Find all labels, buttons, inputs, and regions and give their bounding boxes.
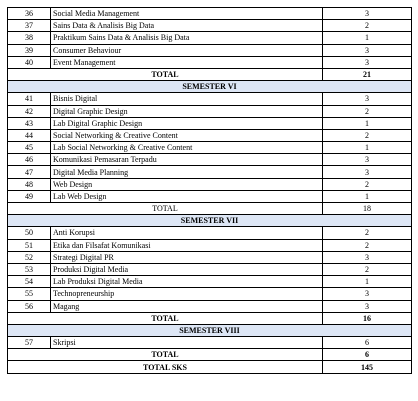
total-label: TOTAL xyxy=(8,203,323,215)
course-row xyxy=(8,166,412,178)
course-no: 44 xyxy=(8,129,51,141)
course-no: 53 xyxy=(8,263,51,275)
total-value: 18 xyxy=(323,203,412,215)
course-row xyxy=(8,337,412,349)
course-row xyxy=(8,93,412,105)
course-name: Skripsi xyxy=(51,337,323,349)
course-row xyxy=(8,8,412,20)
course-name: Produksi Digital Media xyxy=(51,263,323,275)
course-name: Strategi Digital PR xyxy=(51,251,323,263)
course-sks: 1 xyxy=(323,276,412,288)
course-no: 40 xyxy=(8,56,51,68)
semester-title: SEMESTER VII xyxy=(8,215,412,227)
course-sks: 1 xyxy=(323,32,412,44)
total-value: 16 xyxy=(323,312,412,324)
course-name: Komunikasi Pemasaran Terpadu xyxy=(51,154,323,166)
total-value: 6 xyxy=(323,349,412,361)
course-sks: 3 xyxy=(323,56,412,68)
course-no: 37 xyxy=(8,20,51,32)
total-label: TOTAL xyxy=(8,349,323,361)
course-no: 42 xyxy=(8,105,51,117)
course-row xyxy=(8,117,412,129)
grand-total-value: 145 xyxy=(323,361,412,373)
course-name: Magang xyxy=(51,300,323,312)
course-sks: 1 xyxy=(323,117,412,129)
semester-header-row xyxy=(8,81,412,93)
course-name: Praktikum Sains Data & Analisis Big Data xyxy=(51,32,323,44)
course-no: 48 xyxy=(8,178,51,190)
semester-title: SEMESTER VI xyxy=(8,81,412,93)
grand-total-row xyxy=(8,361,412,373)
course-name: Social Networking & Creative Content xyxy=(51,129,323,141)
course-sks: 1 xyxy=(323,142,412,154)
course-name: Lab Social Networking & Creative Content xyxy=(51,142,323,154)
course-no: 49 xyxy=(8,190,51,202)
total-label: TOTAL xyxy=(8,312,323,324)
course-sks: 3 xyxy=(323,288,412,300)
course-sks: 1 xyxy=(323,190,412,202)
course-row xyxy=(8,251,412,263)
course-row xyxy=(8,32,412,44)
course-name: Bisnis Digital xyxy=(51,93,323,105)
course-no: 36 xyxy=(8,8,51,20)
course-row xyxy=(8,129,412,141)
course-sks: 3 xyxy=(323,166,412,178)
course-sks: 2 xyxy=(323,263,412,275)
course-sks: 3 xyxy=(323,251,412,263)
course-sks: 2 xyxy=(323,227,412,239)
course-row xyxy=(8,178,412,190)
course-sks: 3 xyxy=(323,154,412,166)
total-label: TOTAL xyxy=(8,68,323,80)
semester-total-row xyxy=(8,203,412,215)
course-sks: 3 xyxy=(323,93,412,105)
course-row xyxy=(8,154,412,166)
course-name: Lab Produksi Digital Media xyxy=(51,276,323,288)
course-sks: 2 xyxy=(323,105,412,117)
course-no: 57 xyxy=(8,337,51,349)
course-row xyxy=(8,44,412,56)
course-no: 50 xyxy=(8,227,51,239)
semester-title: SEMESTER VIII xyxy=(8,324,412,336)
course-no: 56 xyxy=(8,300,51,312)
course-name: Consumer Behaviour xyxy=(51,44,323,56)
course-row xyxy=(8,190,412,202)
course-row xyxy=(8,300,412,312)
course-name: Social Media Management xyxy=(51,8,323,20)
curriculum-table xyxy=(7,7,412,374)
course-sks: 3 xyxy=(323,300,412,312)
course-name: Digital Graphic Design xyxy=(51,105,323,117)
course-no: 39 xyxy=(8,44,51,56)
course-row xyxy=(8,227,412,239)
course-no: 45 xyxy=(8,142,51,154)
course-name: Lab Web Design xyxy=(51,190,323,202)
course-name: Technopreneurship xyxy=(51,288,323,300)
course-sks: 6 xyxy=(323,337,412,349)
semester-total-row xyxy=(8,68,412,80)
course-row xyxy=(8,56,412,68)
course-no: 43 xyxy=(8,117,51,129)
course-name: Anti Korupsi xyxy=(51,227,323,239)
semester-total-row xyxy=(8,349,412,361)
course-name: Event Management xyxy=(51,56,323,68)
course-no: 54 xyxy=(8,276,51,288)
course-name: Lab Digital Graphic Design xyxy=(51,117,323,129)
grand-total-label: TOTAL SKS xyxy=(8,361,323,373)
course-sks: 2 xyxy=(323,20,412,32)
course-name: Web Design xyxy=(51,178,323,190)
course-no: 51 xyxy=(8,239,51,251)
course-no: 41 xyxy=(8,93,51,105)
course-sks: 3 xyxy=(323,8,412,20)
total-value: 21 xyxy=(323,68,412,80)
course-sks: 2 xyxy=(323,239,412,251)
course-row xyxy=(8,105,412,117)
course-no: 46 xyxy=(8,154,51,166)
course-name: Sains Data & Analisis Big Data xyxy=(51,20,323,32)
course-no: 52 xyxy=(8,251,51,263)
course-sks: 2 xyxy=(323,178,412,190)
course-row xyxy=(8,20,412,32)
semester-header-row xyxy=(8,215,412,227)
course-row xyxy=(8,142,412,154)
course-no: 47 xyxy=(8,166,51,178)
course-sks: 2 xyxy=(323,129,412,141)
course-no: 38 xyxy=(8,32,51,44)
course-row xyxy=(8,288,412,300)
semester-header-row xyxy=(8,324,412,336)
course-sks: 3 xyxy=(323,44,412,56)
course-row xyxy=(8,276,412,288)
course-name: Etika dan Filsafat Komunikasi xyxy=(51,239,323,251)
course-name: Digital Media Planning xyxy=(51,166,323,178)
course-no: 55 xyxy=(8,288,51,300)
course-row xyxy=(8,263,412,275)
course-row xyxy=(8,239,412,251)
semester-total-row xyxy=(8,312,412,324)
